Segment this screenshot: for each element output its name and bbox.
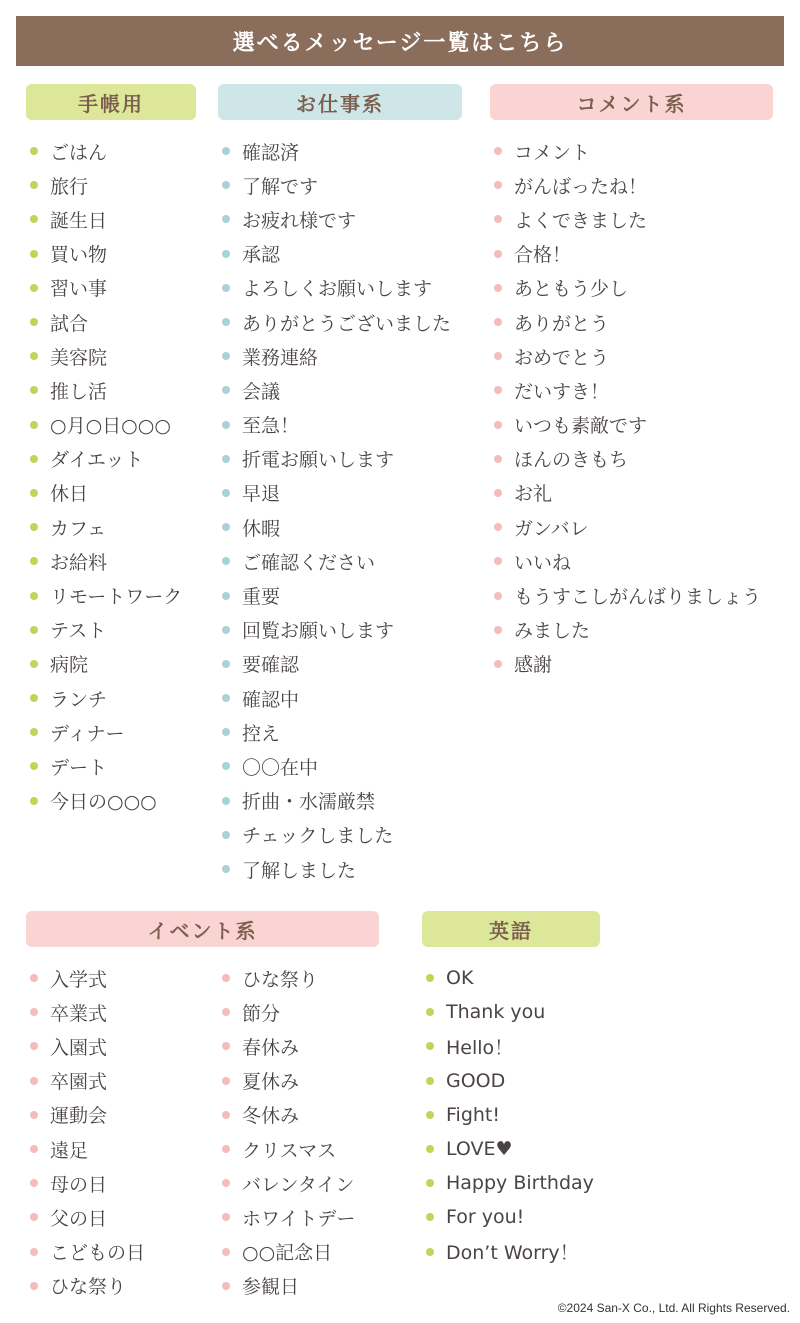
message-text: テスト [50,620,107,643]
bullet-dot-icon [494,181,502,189]
bullet-dot-icon [30,974,38,982]
message-text: よろしくお願いします [242,278,433,301]
message-text: Don’t Worry！ [446,1242,579,1265]
bullet-dot-icon [222,762,230,770]
message-text: 承認 [242,244,281,267]
message-text: リモートワーク [50,586,183,609]
message-text: だいすき！ [514,380,610,403]
message-item [26,995,218,1029]
bullet-dot-icon [222,523,230,531]
message-item [26,339,196,373]
bullet-dot-icon [30,352,38,360]
message-text: お給料 [50,551,108,574]
bullet-dot-icon [426,1248,434,1256]
message-item [218,442,462,476]
bullet-dot-icon [30,284,38,292]
message-text: For you! [446,1206,525,1229]
message-text: カフェ [50,517,107,540]
message-text: 休日 [50,483,89,506]
message-item [26,305,196,339]
bullet-dot-icon [426,1042,434,1050]
message-list-eigo [422,961,600,1269]
message-item [26,1269,218,1303]
message-item [422,1200,600,1234]
bullet-dot-icon [222,974,230,982]
message-item [26,168,196,202]
message-item [26,237,196,271]
message-text: チェックしました [242,825,394,848]
message-text: ご確認ください [242,551,376,574]
bullet-dot-icon [426,1111,434,1119]
message-text: ガンバレ [514,517,589,540]
message-text: 回覧お願いします [242,620,395,643]
message-item [218,715,462,749]
message-item [490,476,773,510]
category-event [26,911,379,1303]
bullet-dot-icon [30,1179,38,1187]
message-text: ひな祭り [50,1276,127,1299]
message-list-techo [26,134,196,818]
message-text: がんばったね！ [514,175,648,198]
message-item [218,1064,355,1098]
bullet-dot-icon [30,1008,38,1016]
message-item [218,681,462,715]
bullet-dot-icon [30,592,38,600]
message-item [218,134,462,168]
bullet-dot-icon [222,1008,230,1016]
bullet-dot-icon [30,728,38,736]
message-item [218,784,462,818]
message-text: 習い事 [50,278,108,301]
category-techo [26,84,196,818]
bullet-dot-icon [30,215,38,223]
message-text: 運動会 [50,1105,108,1128]
message-text: LOVE♥ [446,1138,513,1161]
bullet-dot-icon [222,865,230,873]
message-text: ○月○日○○○ [50,415,171,438]
message-text: 卒業式 [50,1002,108,1025]
message-text: 節分 [242,1002,281,1025]
bullet-dot-icon [494,352,502,360]
message-item [490,305,773,339]
category-label-eigo: 英語 [422,911,600,947]
bullet-dot-icon [222,694,230,702]
bullet-dot-icon [30,797,38,805]
bullet-dot-icon [222,284,230,292]
message-text: 美容院 [50,346,108,369]
message-text: 控え [242,722,281,745]
bullet-dot-icon [222,1213,230,1221]
copyright-notice: ©2024 San-X Co., Ltd. All Rights Reserved. [557,1301,790,1315]
message-item [218,373,462,407]
bullet-dot-icon [426,1145,434,1153]
bullet-dot-icon [30,694,38,702]
bullet-dot-icon [222,250,230,258]
bullet-dot-icon [222,1248,230,1256]
message-item [26,715,196,749]
message-item [218,578,462,612]
message-item [422,1166,600,1200]
message-text: 合格！ [514,244,572,267]
message-text: 冬休み [242,1105,300,1128]
message-item [26,578,196,612]
message-item [26,1098,218,1132]
bullet-dot-icon [426,1008,434,1016]
message-text: ディナー [50,722,125,745]
message-item [26,373,196,407]
message-item [218,1269,355,1303]
bullet-dot-icon [222,181,230,189]
message-item [218,818,462,852]
message-item [218,961,355,995]
message-text: 確認中 [242,688,300,711]
message-text: ダイエット [50,449,144,472]
message-list-event-col1 [26,961,218,1303]
bullet-dot-icon [30,660,38,668]
message-item [26,961,218,995]
message-text: もうすこしがんばりましょう [514,586,762,609]
bullet-dot-icon [30,1042,38,1050]
message-item [26,1064,218,1098]
category-label-comment: コメント系 [490,84,773,120]
bullet-dot-icon [426,1213,434,1221]
message-text: ○○記念日 [242,1242,333,1265]
message-text: ランチ [50,688,108,711]
message-item [490,373,773,407]
message-text: ごはん [50,141,108,164]
message-list-shigoto [218,134,462,886]
message-text: 春休み [242,1036,300,1059]
message-text: いいね [514,551,572,574]
message-item [26,544,196,578]
message-item [422,1098,600,1132]
message-item [218,995,355,1029]
bullet-dot-icon [222,592,230,600]
message-item [422,1064,600,1098]
message-text: OK [446,967,474,990]
bullet-dot-icon [30,1077,38,1085]
bullet-dot-icon [222,147,230,155]
category-comment [490,84,773,681]
message-item [218,305,462,339]
message-text: 了解です [242,175,319,198]
message-text: みました [514,620,591,643]
message-text: ホワイトデー [242,1207,356,1230]
message-text: よくできました [514,209,648,232]
message-text: 旅行 [50,175,89,198]
message-text: バレンタイン [242,1173,355,1196]
message-item [218,1200,355,1234]
message-text: 夏休み [242,1071,300,1094]
message-text: いつも素敵です [514,415,648,438]
bullet-dot-icon [30,523,38,531]
message-item [490,442,773,476]
message-item [26,271,196,305]
category-label-event: イベント系 [26,911,379,947]
message-item [490,168,773,202]
message-item [490,339,773,373]
category-label-shigoto: お仕事系 [218,84,462,120]
bullet-dot-icon [222,1077,230,1085]
message-item [218,749,462,783]
message-text: クリスマス [242,1139,337,1162]
message-text: 父の日 [50,1207,108,1230]
page-title: 選べるメッセージ一覧はこちら [16,16,784,66]
message-text: 折曲・水濡厳禁 [242,791,376,814]
message-item [218,544,462,578]
message-text: Happy Birthday [446,1172,594,1195]
message-text: Fight! [446,1103,500,1126]
message-item [218,1235,355,1269]
message-text: 卒園式 [50,1071,108,1094]
bullet-dot-icon [222,1042,230,1050]
message-item [422,1132,600,1166]
message-item [490,202,773,236]
bullet-dot-icon [30,1213,38,1221]
message-item [26,681,196,715]
message-item [490,613,773,647]
bullet-dot-icon [30,1248,38,1256]
message-text: 折電お願いします [242,449,395,472]
bullet-dot-icon [30,455,38,463]
message-item [490,134,773,168]
bullet-dot-icon [222,626,230,634]
message-text: デート [50,756,108,779]
message-item [218,1166,355,1200]
message-item [218,271,462,305]
bullet-dot-icon [494,215,502,223]
message-item [218,237,462,271]
bullet-dot-icon [494,592,502,600]
message-text: 買い物 [50,244,108,267]
message-item [218,510,462,544]
message-item [218,339,462,373]
message-item [26,202,196,236]
message-item [26,442,196,476]
message-item [26,613,196,647]
bullet-dot-icon [30,762,38,770]
bullet-dot-icon [222,557,230,565]
message-item [218,1132,355,1166]
category-eigo [422,911,600,1269]
message-item [218,202,462,236]
message-item [26,784,196,818]
bullet-dot-icon [222,386,230,394]
message-item [218,1098,355,1132]
bullet-dot-icon [30,250,38,258]
category-shigoto [218,84,462,886]
bullet-dot-icon [30,147,38,155]
message-text: Thank you [446,1001,546,1024]
bullet-dot-icon [222,1179,230,1187]
bullet-dot-icon [30,1111,38,1119]
message-item [218,168,462,202]
message-text: 会議 [242,380,281,403]
bullet-dot-icon [494,386,502,394]
message-text: 感謝 [514,654,553,677]
message-text: あともう少し [514,278,629,301]
message-list-event-col2 [218,961,355,1303]
message-text: 試合 [50,312,89,335]
bullet-dot-icon [30,318,38,326]
message-text: ひな祭り [242,968,319,991]
message-item [218,408,462,442]
bullet-dot-icon [30,626,38,634]
bullet-dot-icon [222,1111,230,1119]
bullet-dot-icon [222,421,230,429]
message-item [218,476,462,510]
message-text: 確認済 [242,141,300,164]
message-item [26,1029,218,1063]
message-text: 推し活 [50,380,108,403]
message-text: 要確認 [242,654,300,677]
message-item [26,408,196,442]
message-item [218,613,462,647]
message-item [26,1132,218,1166]
bullet-dot-icon [30,557,38,565]
bullet-dot-icon [30,386,38,394]
message-item [490,544,773,578]
bullet-dot-icon [30,489,38,497]
message-item [422,1029,600,1063]
bullet-dot-icon [222,1282,230,1290]
bullet-dot-icon [222,797,230,805]
message-text: 母の日 [50,1173,108,1196]
message-item [490,237,773,271]
message-text: 早退 [242,483,281,506]
message-item [422,961,600,995]
bullet-dot-icon [222,215,230,223]
message-text: コメント [514,141,591,164]
message-text: 重要 [242,586,281,609]
message-item [26,1166,218,1200]
bullet-dot-icon [222,489,230,497]
bullet-dot-icon [426,1077,434,1085]
bullet-dot-icon [494,455,502,463]
message-text: 至急！ [242,415,300,438]
message-text: 入学式 [50,968,108,991]
message-item [26,476,196,510]
message-item [218,647,462,681]
message-item [490,510,773,544]
bullet-dot-icon [30,1282,38,1290]
message-text: 〇〇在中 [242,756,319,779]
message-item [490,271,773,305]
bullet-dot-icon [494,660,502,668]
message-item [26,510,196,544]
bullet-dot-icon [222,352,230,360]
message-text: おめでとう [514,346,610,369]
message-text: ありがとうございました [242,312,452,335]
message-item [422,995,600,1029]
bullet-dot-icon [222,728,230,736]
message-item [218,1029,355,1063]
message-text: ほんのきもち [514,449,629,472]
message-text: お疲れ様です [242,209,357,232]
bullet-dot-icon [494,489,502,497]
bullet-dot-icon [494,557,502,565]
message-text: 病院 [50,654,89,677]
message-item [26,749,196,783]
message-item [490,647,773,681]
bullet-dot-icon [494,250,502,258]
message-text: GOOD [446,1069,506,1092]
message-text: ありがとう [514,312,610,335]
category-label-techo: 手帳用 [26,84,196,120]
bullet-dot-icon [494,318,502,326]
message-text: こどもの日 [50,1242,146,1265]
bullet-dot-icon [222,455,230,463]
message-text: お礼 [514,483,553,506]
message-text: 業務連絡 [242,346,319,369]
bullet-dot-icon [494,147,502,155]
bullet-dot-icon [30,1145,38,1153]
message-text: 参観日 [242,1276,300,1299]
message-text: 入園式 [50,1036,108,1059]
bullet-dot-icon [222,660,230,668]
message-text: 遠足 [50,1139,89,1162]
bullet-dot-icon [494,284,502,292]
bullet-dot-icon [494,523,502,531]
bullet-dot-icon [426,1179,434,1187]
message-text: 今日の○○○ [50,791,157,814]
bullet-dot-icon [222,318,230,326]
message-item [26,1200,218,1234]
bullet-dot-icon [426,974,434,982]
message-item [422,1235,600,1269]
message-item [26,134,196,168]
message-item [490,408,773,442]
message-item [218,852,462,886]
bullet-dot-icon [30,181,38,189]
message-text: Hello！ [446,1036,514,1059]
message-list-comment [490,134,773,681]
bullet-dot-icon [494,421,502,429]
bullet-dot-icon [494,626,502,634]
message-item [26,647,196,681]
message-text: 誕生日 [50,209,108,232]
message-item [26,1235,218,1269]
bullet-dot-icon [222,1145,230,1153]
message-text: 休暇 [242,517,281,540]
message-item [490,578,773,612]
bullet-dot-icon [222,831,230,839]
bullet-dot-icon [30,421,38,429]
message-text: 了解しました [242,859,357,882]
